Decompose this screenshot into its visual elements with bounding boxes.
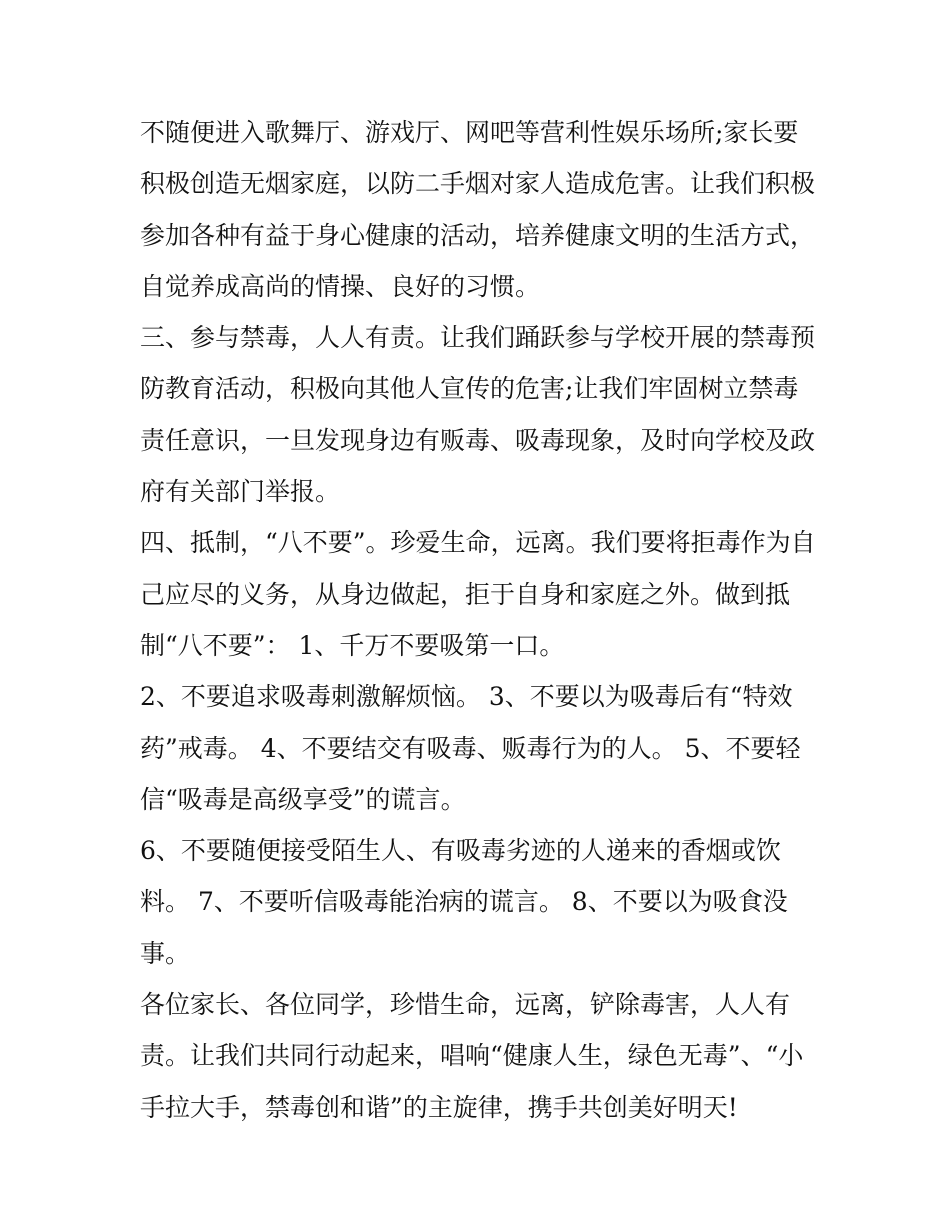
text-line: 参加各种有益于身心健康的活动，培养健康文明的生活方式， [140, 220, 816, 250]
text-line: 责任意识，一旦发现身边有贩毒、吸毒现象，及时向学校及政 [140, 425, 816, 455]
document-body [140, 107, 830, 1133]
text-line: 积极创造无烟家庭，以防二手烟对家人造成危害。让我们积极 [140, 169, 816, 199]
text-line: 己应尽的义务，从身边做起，拒于自身和家庭之外。做到抵 [140, 579, 791, 609]
closing-line: 责。让我们共同行动起来，唱响“健康人生，绿色无毒”、“小 [140, 1041, 804, 1071]
list-item-line: 药”戒毒。 4、不要结交有吸毒、贩毒行为的人。 5、不要轻 [140, 733, 801, 763]
list-item-line: 事。 [140, 938, 191, 968]
closing-line: 各位家长、各位同学，珍惜生命，远离，铲除毒害，人人有 [140, 990, 791, 1020]
text-line: 防教育活动，积极向其他人宣传的危害;让我们牢固树立禁毒 [140, 374, 799, 404]
text-line: 府有关部门举报。 [140, 477, 341, 507]
list-item-line: 料。 7、不要听信吸毒能治病的谎言。 8、不要以为吸食没 [140, 887, 788, 917]
list-item-line: 2、不要追求吸毒刺激解烦恼。 3、不要以为吸毒后有“特效 [140, 682, 793, 712]
section-heading-line: 三、参与禁毒，人人有责。让我们踊跃参与学校开展的禁毒预 [140, 323, 816, 353]
text-line: 不随便进入歌舞厅、游戏厅、网吧等营利性娱乐场所;家长要 [140, 118, 799, 147]
closing-line: 手拉大手，禁毒创和谐”的主旋律，携手共创美好明天! [140, 1092, 738, 1122]
text-line: 制“八不要”： 1、千万不要吸第一口。 [140, 630, 565, 660]
list-item-line: 6、不要随便接受陌生人、有吸毒劣迹的人递来的香烟或饮 [140, 836, 781, 866]
section-heading-line: 四、抵制，“八不要”。珍爱生命，远离。我们要将拒毒作为自 [140, 528, 816, 558]
text-line: 自觉养成高尚的情操、良好的习惯。 [140, 271, 541, 301]
list-item-line: 信“吸毒是高级享受”的谎言。 [140, 784, 466, 814]
